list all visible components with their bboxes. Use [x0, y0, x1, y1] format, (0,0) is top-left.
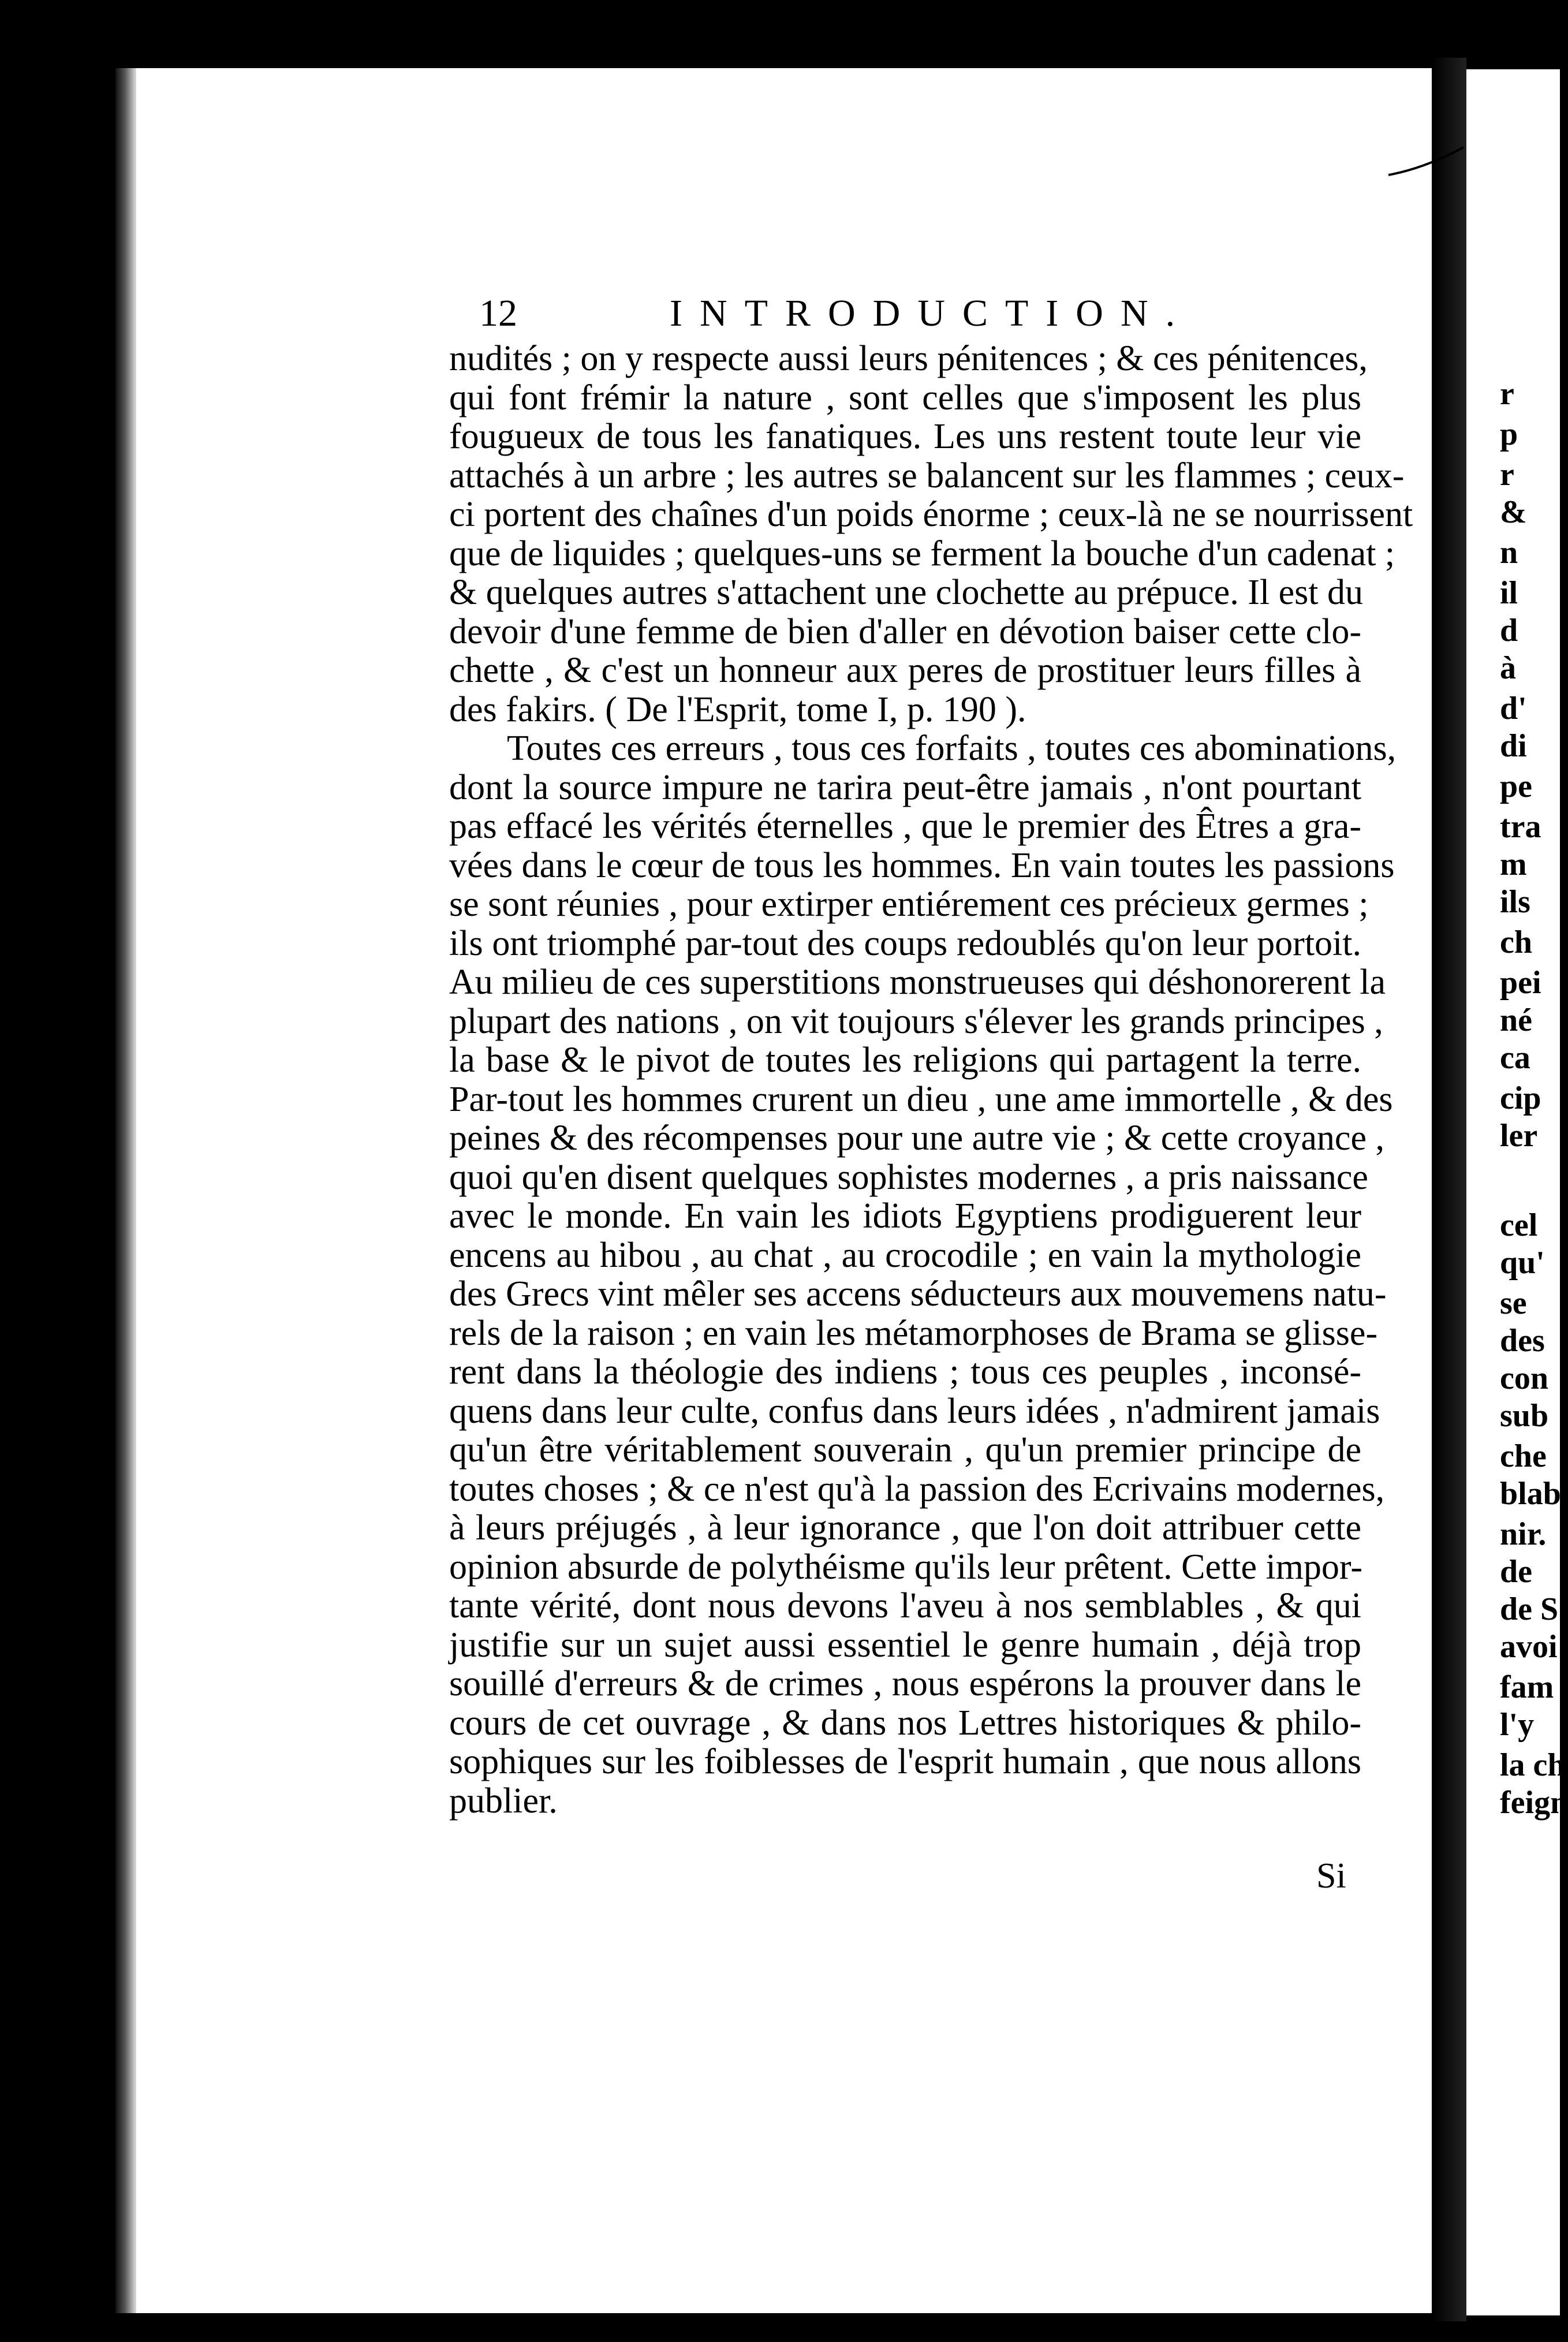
facing-page-fragment	[1466, 69, 1568, 2315]
text-line: rent dans la théologie des indiens ; tous ces peuples , inconsé-	[449, 1352, 1361, 1392]
facing-page-word: avoi	[1500, 1629, 1558, 1665]
facing-page-word: nir.	[1500, 1516, 1547, 1552]
facing-page-word: cip	[1500, 1080, 1541, 1116]
facing-page-word: ch	[1500, 924, 1532, 960]
facing-page-word: il	[1500, 575, 1518, 611]
text-line: qu'un être véritablement souverain , qu'un premier principe de	[449, 1430, 1361, 1470]
text-line: quens dans leur culte, confus dans leurs idées , n'admirent jamais	[449, 1391, 1380, 1431]
facing-page-word: d	[1500, 613, 1518, 648]
facing-page-word: n	[1500, 535, 1518, 570]
facing-page-word: de	[1500, 1554, 1532, 1590]
text-line: rels de la raison ; en vain les métamorphoses de Brama se glisse-	[449, 1313, 1378, 1353]
text-line: la base & le pivot de toutes les religions qui partagent la terre.	[449, 1041, 1361, 1080]
text-line: dont la source impure ne tarira peut-être jamais , n'ont pourtant	[449, 767, 1361, 807]
facing-page-word: che	[1500, 1438, 1547, 1474]
facing-page-word: la ch	[1500, 1747, 1566, 1783]
facing-page-word: m	[1500, 846, 1527, 882]
text-line: fougueux de tous les fanatiques. Les uns restent toute leur vie	[449, 417, 1361, 456]
text-line: Par-tout les hommes crurent un dieu , une ame immortelle , & des	[449, 1079, 1393, 1119]
facing-page-word: ler	[1500, 1118, 1538, 1154]
facing-page-word: pei	[1500, 965, 1541, 1001]
text-line: publier.	[449, 1781, 558, 1821]
text-line: encens au hibou , au chat , au crocodile ; en vain la mythologie	[449, 1235, 1361, 1275]
text-line: à leurs préjugés , à leur ignorance , que l'on doit attribuer cette	[449, 1508, 1361, 1547]
book-gutter	[1432, 58, 1466, 2321]
text-line: Toutes ces erreurs , tous ces forfaits , toutes ces abominations,	[507, 729, 1397, 768]
facing-page-word: ca	[1500, 1040, 1530, 1076]
facing-page-word: r	[1500, 457, 1514, 493]
text-line: ils ont triomphé par-tout des coups redoublés qu'on leur portoit.	[449, 923, 1361, 963]
text-line: qui font frémir la nature , sont celles que s'imposent les plus	[449, 378, 1361, 417]
text-line: des fakirs. ( De l'Esprit, tome I, p. 190 ).	[449, 689, 1026, 729]
text-line: sophiques sur les foiblesses de l'esprit humain , que nous allons	[449, 1742, 1361, 1781]
text-line: justifie sur un sujet aussi essentiel le genre humain , déjà trop	[449, 1625, 1361, 1665]
facing-page-word: à	[1500, 650, 1516, 686]
text-line: des Grecs vint mêler ses accens séducteurs aux mouvemens natu-	[449, 1274, 1387, 1314]
facing-page-word: ils	[1500, 884, 1530, 920]
facing-page-word: sub	[1500, 1398, 1549, 1434]
text-line: Au milieu de ces superstitions monstrueuses qui déshonorerent la	[449, 963, 1386, 1002]
text-line: souillé d'erreurs & de crimes , nous espérons la prouver dans le	[449, 1664, 1361, 1703]
text-line: plupart des nations , on vit toujours s'élever les grands principes ,	[449, 1001, 1383, 1041]
facing-page-word: blab	[1500, 1476, 1561, 1512]
facing-page-word: p	[1500, 416, 1518, 452]
facing-page-word: cel	[1500, 1207, 1538, 1243]
page-number: 12	[479, 292, 517, 334]
text-line: devoir d'une femme de bien d'aller en dévotion baiser cette clo-	[449, 611, 1361, 651]
facing-page-word: pe	[1500, 769, 1532, 804]
facing-page-word: né	[1500, 1002, 1532, 1038]
text-line: nudités ; on y respecte aussi leurs pénitences ; & ces pénitences,	[449, 339, 1368, 378]
text-line: tante vérité, dont nous devons l'aveu à nos semblables , & qui	[449, 1586, 1361, 1625]
text-line: que de liquides ; quelques-uns se ferment la bouche d'un cadenat ;	[449, 534, 1395, 573]
text-line: peines & des récompenses pour une autre vie ; & cette croyance ,	[449, 1118, 1384, 1158]
facing-page-word: l'y	[1500, 1707, 1535, 1743]
facing-page-word: di	[1500, 728, 1527, 764]
text-line: ci portent des chaînes d'un poids énorme ; ceux-là ne se nourrissent	[449, 495, 1413, 534]
facing-page-word: fam	[1500, 1669, 1554, 1705]
text-line: chette , & c'est un honneur aux peres de prostituer leurs filles à	[449, 651, 1361, 690]
text-line: & quelques autres s'attachent une clochette au prépuce. Il est du	[449, 573, 1363, 612]
body-text	[449, 339, 1413, 1821]
facing-page-word: se	[1500, 1285, 1527, 1321]
facing-page-word: de S	[1500, 1591, 1559, 1627]
text-line: cours de cet ouvrage , & dans nos Lettres historiques & philo-	[449, 1703, 1361, 1743]
text-line: opinion absurde de polythéisme qu'ils leur prêtent. Cette impor-	[449, 1547, 1362, 1587]
facing-page-word: des	[1500, 1323, 1545, 1359]
text-line: avec le monde. En vain les idiots Egyptiens prodiguerent leur	[449, 1196, 1361, 1236]
running-title: INTRODUCTION.	[670, 292, 1193, 334]
text-line: quoi qu'en disent quelques sophistes modernes , a pris naissance	[449, 1157, 1368, 1197]
facing-page-word: &	[1500, 494, 1527, 530]
facing-page-word: con	[1500, 1360, 1548, 1396]
text-line: vées dans le cœur de tous les hommes. En vain toutes les passions	[449, 845, 1395, 885]
facing-page-word: tra	[1500, 809, 1541, 845]
text-line: pas effacé les vérités éternelles , que le premier des Êtres a gra-	[449, 807, 1361, 846]
catchword: Si	[1316, 1856, 1346, 1896]
facing-page-word: r	[1500, 376, 1514, 412]
facing-page-word: d'	[1500, 691, 1527, 726]
text-line: se sont réunies , pour extirper entiérement ces précieux germes ;	[449, 885, 1369, 924]
text-line: attachés à un arbre ; les autres se balancent sur les flammes ; ceux-	[449, 456, 1405, 495]
facing-page-word: qu'	[1500, 1245, 1545, 1281]
facing-page-word: feign	[1500, 1785, 1568, 1821]
text-line: toutes choses ; & ce n'est qu'à la passion des Ecrivains modernes,	[449, 1469, 1385, 1509]
pen-mark-icon	[1386, 146, 1466, 181]
